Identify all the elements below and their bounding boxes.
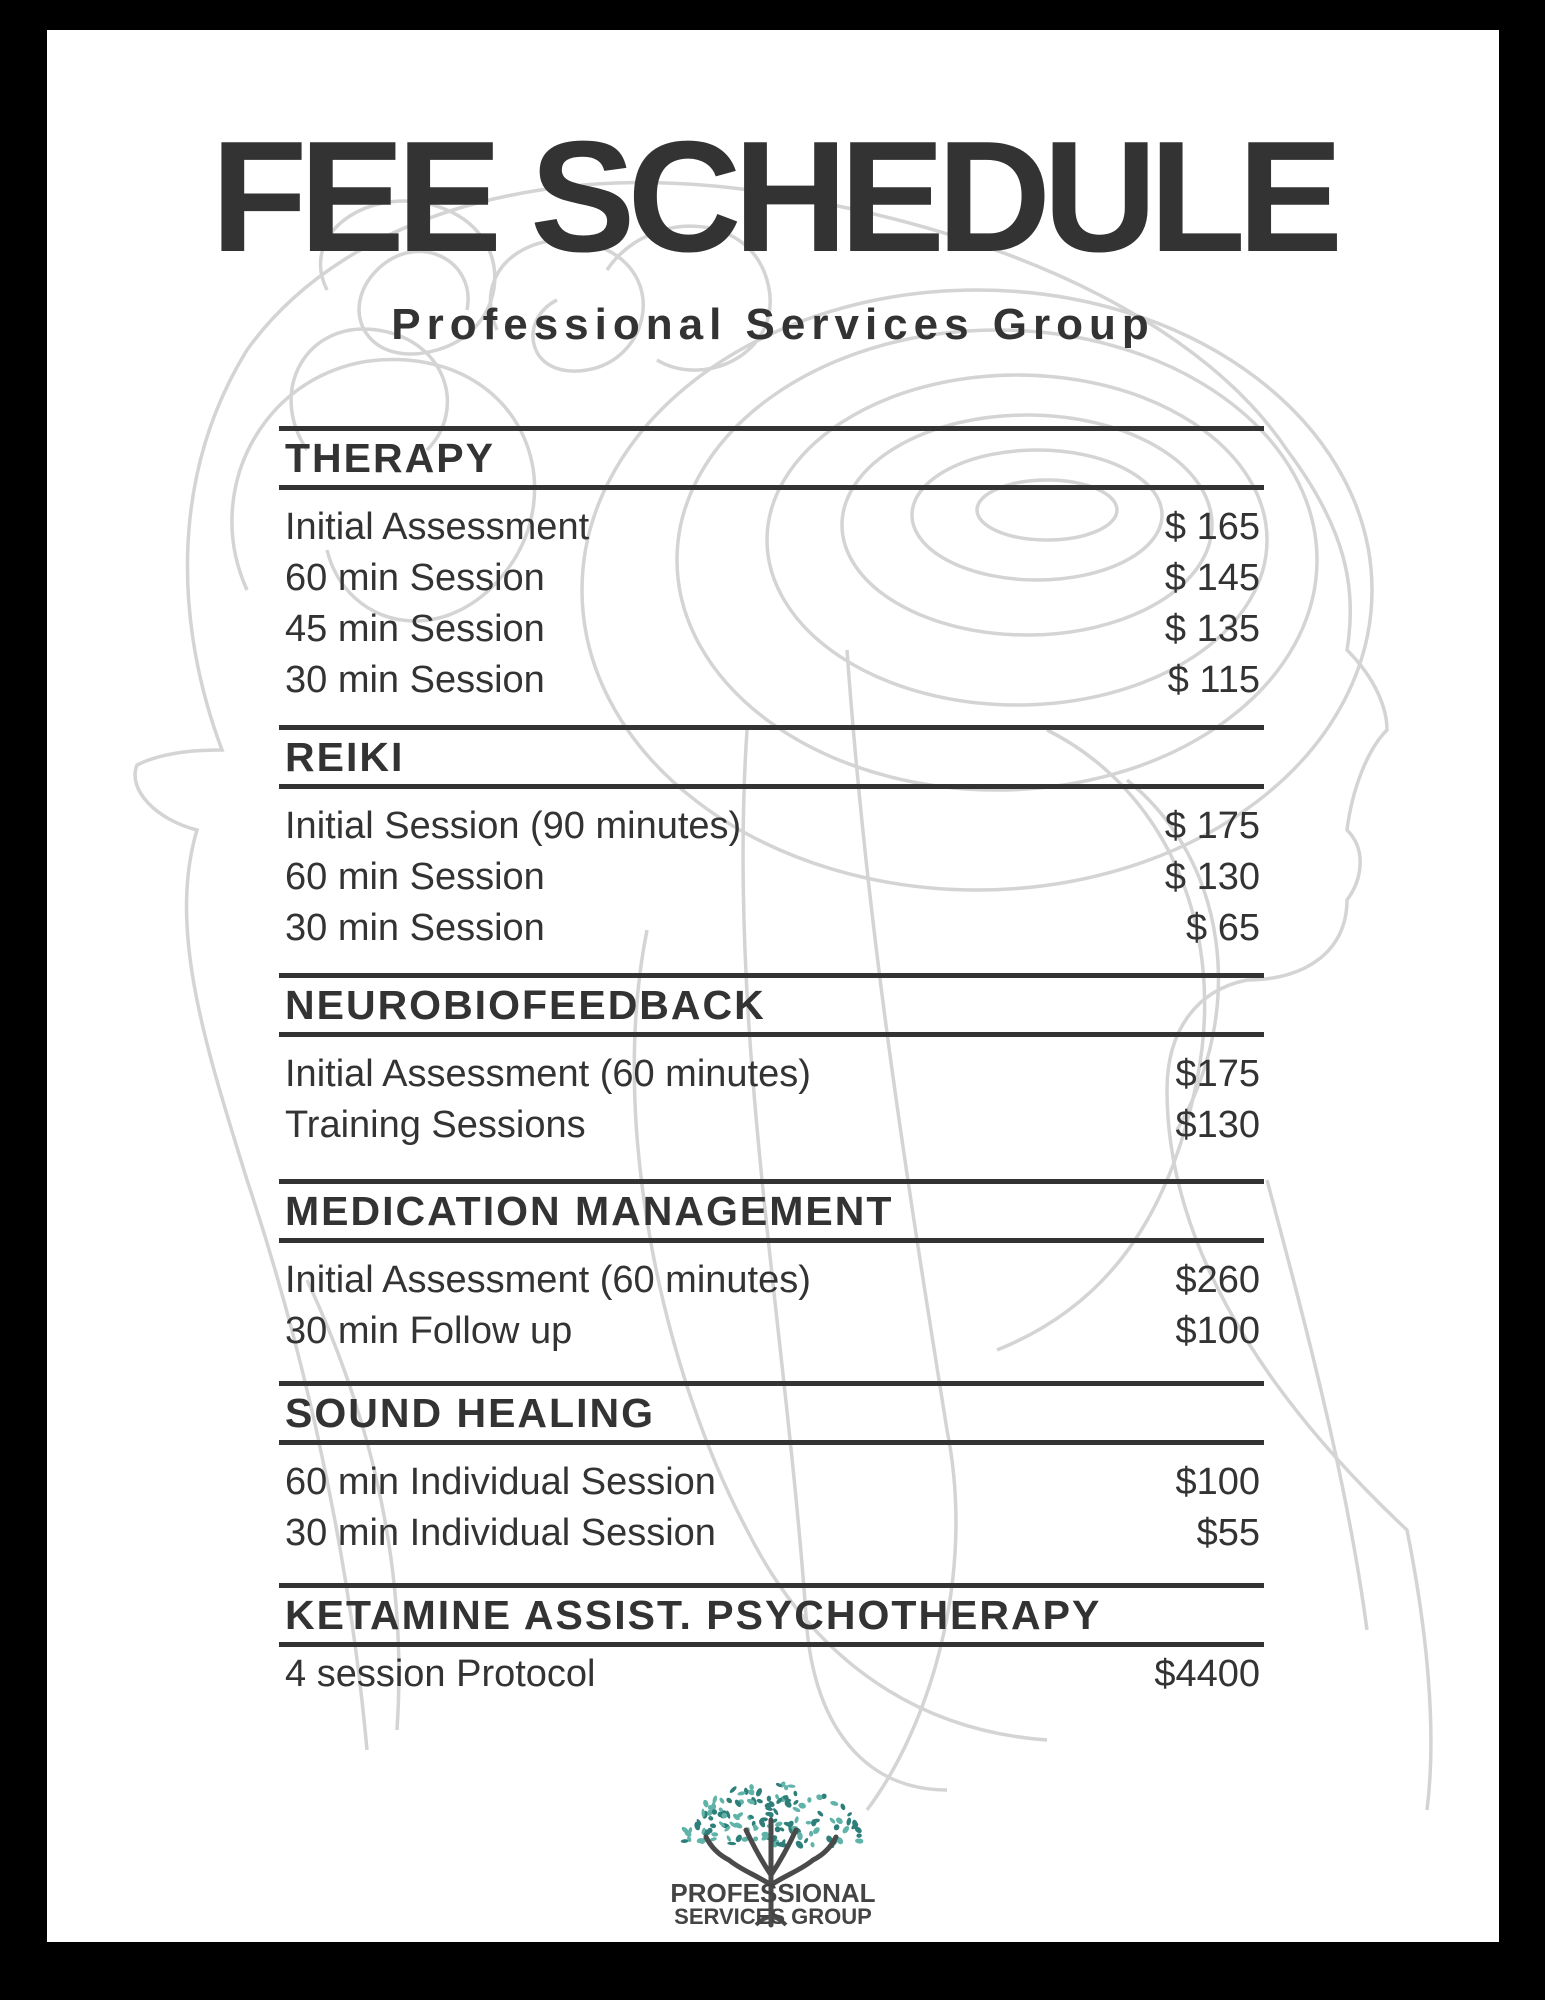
fee-row bbox=[279, 1255, 1264, 1306]
fee-row bbox=[279, 553, 1264, 604]
leaf-mark bbox=[830, 1800, 839, 1807]
fee-label: Initial Assessment (60 minutes) bbox=[285, 1259, 811, 1301]
fee-schedule-page bbox=[47, 30, 1499, 1942]
leaf-mark bbox=[840, 1803, 847, 1811]
leaf-mark bbox=[846, 1811, 852, 1817]
leaf-mark bbox=[727, 1842, 736, 1846]
leaf-mark bbox=[718, 1797, 725, 1805]
fee-price: $4400 bbox=[1154, 1653, 1260, 1695]
fee-row bbox=[279, 1306, 1264, 1357]
fee-price: $260 bbox=[1175, 1259, 1260, 1301]
section-therapy bbox=[279, 426, 1264, 706]
fee-row bbox=[279, 604, 1264, 655]
leaf-mark bbox=[707, 1815, 714, 1821]
fee-row bbox=[279, 1457, 1264, 1508]
leaf-mark bbox=[816, 1810, 824, 1818]
section-medication-management bbox=[279, 1179, 1264, 1357]
fee-price: $100 bbox=[1175, 1461, 1260, 1503]
fee-row bbox=[279, 903, 1264, 954]
leaf-mark bbox=[793, 1790, 798, 1796]
fee-row bbox=[279, 655, 1264, 706]
fee-label: Initial Assessment (60 minutes) bbox=[285, 1053, 811, 1095]
fee-label: 30 min Session bbox=[285, 659, 545, 701]
leaf-mark bbox=[806, 1821, 812, 1825]
page-title: FEE SCHEDULE bbox=[210, 109, 1336, 285]
fee-price: $ 145 bbox=[1164, 557, 1260, 599]
leaf-mark bbox=[803, 1837, 809, 1844]
leaf-mark bbox=[725, 1797, 733, 1805]
logo-text-line1: PROFESSIONAL bbox=[670, 1878, 876, 1908]
leaf-mark bbox=[833, 1823, 841, 1831]
leaf-mark bbox=[756, 1798, 763, 1804]
fee-row bbox=[279, 1508, 1264, 1559]
leaf-mark bbox=[711, 1832, 718, 1837]
leaf-mark bbox=[807, 1797, 811, 1803]
fee-label: Initial Assessment bbox=[285, 506, 590, 548]
leaf-mark bbox=[726, 1835, 732, 1843]
fee-price: $ 135 bbox=[1164, 608, 1260, 650]
page-subtitle: Professional Services Group bbox=[391, 300, 1155, 349]
logo-text-line2: SERVICES GROUP bbox=[674, 1904, 872, 1929]
fee-price: $ 115 bbox=[1167, 659, 1260, 701]
section-heading: NEUROBIOFEEDBACK bbox=[285, 982, 766, 1028]
fee-label: Training Sessions bbox=[285, 1104, 586, 1146]
leaf-mark bbox=[798, 1802, 807, 1810]
fee-price: $55 bbox=[1196, 1512, 1260, 1554]
fee-label: 30 min Session bbox=[285, 907, 545, 949]
section-heading: MEDICATION MANAGEMENT bbox=[285, 1188, 894, 1234]
leaf-mark bbox=[767, 1796, 772, 1802]
fee-price: $175 bbox=[1175, 1053, 1260, 1095]
section-heading: KETAMINE ASSIST. PSYCHOTHERAPY bbox=[285, 1592, 1102, 1638]
leaf-mark bbox=[809, 1831, 813, 1837]
fee-label: 4 session Protocol bbox=[285, 1653, 596, 1695]
leaf-mark bbox=[841, 1825, 850, 1835]
fee-price: $130 bbox=[1175, 1104, 1260, 1146]
leaf-mark bbox=[794, 1839, 804, 1850]
section-sound-healing bbox=[279, 1381, 1264, 1559]
fee-row bbox=[279, 801, 1264, 852]
fee-label: 60 min Session bbox=[285, 856, 545, 898]
leaf-mark bbox=[755, 1787, 763, 1797]
section-reiki bbox=[279, 725, 1264, 954]
fee-row bbox=[279, 852, 1264, 903]
leaf-mark bbox=[733, 1821, 743, 1829]
leaf-mark bbox=[774, 1825, 782, 1833]
fee-price: $ 130 bbox=[1164, 856, 1260, 898]
fee-price: $ 65 bbox=[1186, 907, 1260, 949]
leaf-mark bbox=[734, 1834, 743, 1844]
leaf-mark bbox=[846, 1817, 852, 1826]
section-heading: THERAPY bbox=[285, 435, 495, 481]
section-ketamine-psychotherapy bbox=[279, 1583, 1264, 1700]
section-heading: SOUND HEALING bbox=[285, 1390, 655, 1436]
leaf-mark bbox=[747, 1788, 755, 1796]
leaf-mark bbox=[835, 1816, 844, 1825]
fee-row bbox=[279, 1649, 1264, 1700]
fee-row bbox=[279, 1049, 1264, 1100]
fee-price: $ 165 bbox=[1164, 506, 1260, 548]
leaf-mark bbox=[856, 1833, 862, 1838]
section-heading: REIKI bbox=[285, 734, 405, 780]
fee-label: Initial Session (90 minutes) bbox=[285, 805, 742, 847]
fee-label: 60 min Individual Session bbox=[285, 1461, 716, 1503]
leaf-mark bbox=[810, 1842, 815, 1848]
fee-label: 60 min Session bbox=[285, 557, 545, 599]
fee-label: 30 min Individual Session bbox=[285, 1512, 716, 1554]
leaf-mark bbox=[792, 1799, 799, 1806]
leaf-mark bbox=[729, 1785, 738, 1794]
section-neurobiofeedback bbox=[279, 973, 1264, 1151]
fee-price: $100 bbox=[1175, 1310, 1260, 1352]
fee-price: $ 175 bbox=[1164, 805, 1260, 847]
leaf-mark bbox=[787, 1784, 796, 1788]
leaf-mark bbox=[855, 1838, 864, 1844]
fee-label: 30 min Follow up bbox=[285, 1310, 573, 1352]
leaf-mark bbox=[829, 1817, 837, 1825]
fee-row bbox=[279, 502, 1264, 553]
fee-label: 45 min Session bbox=[285, 608, 545, 650]
leaf-mark bbox=[794, 1816, 800, 1824]
fee-row bbox=[279, 1100, 1264, 1151]
